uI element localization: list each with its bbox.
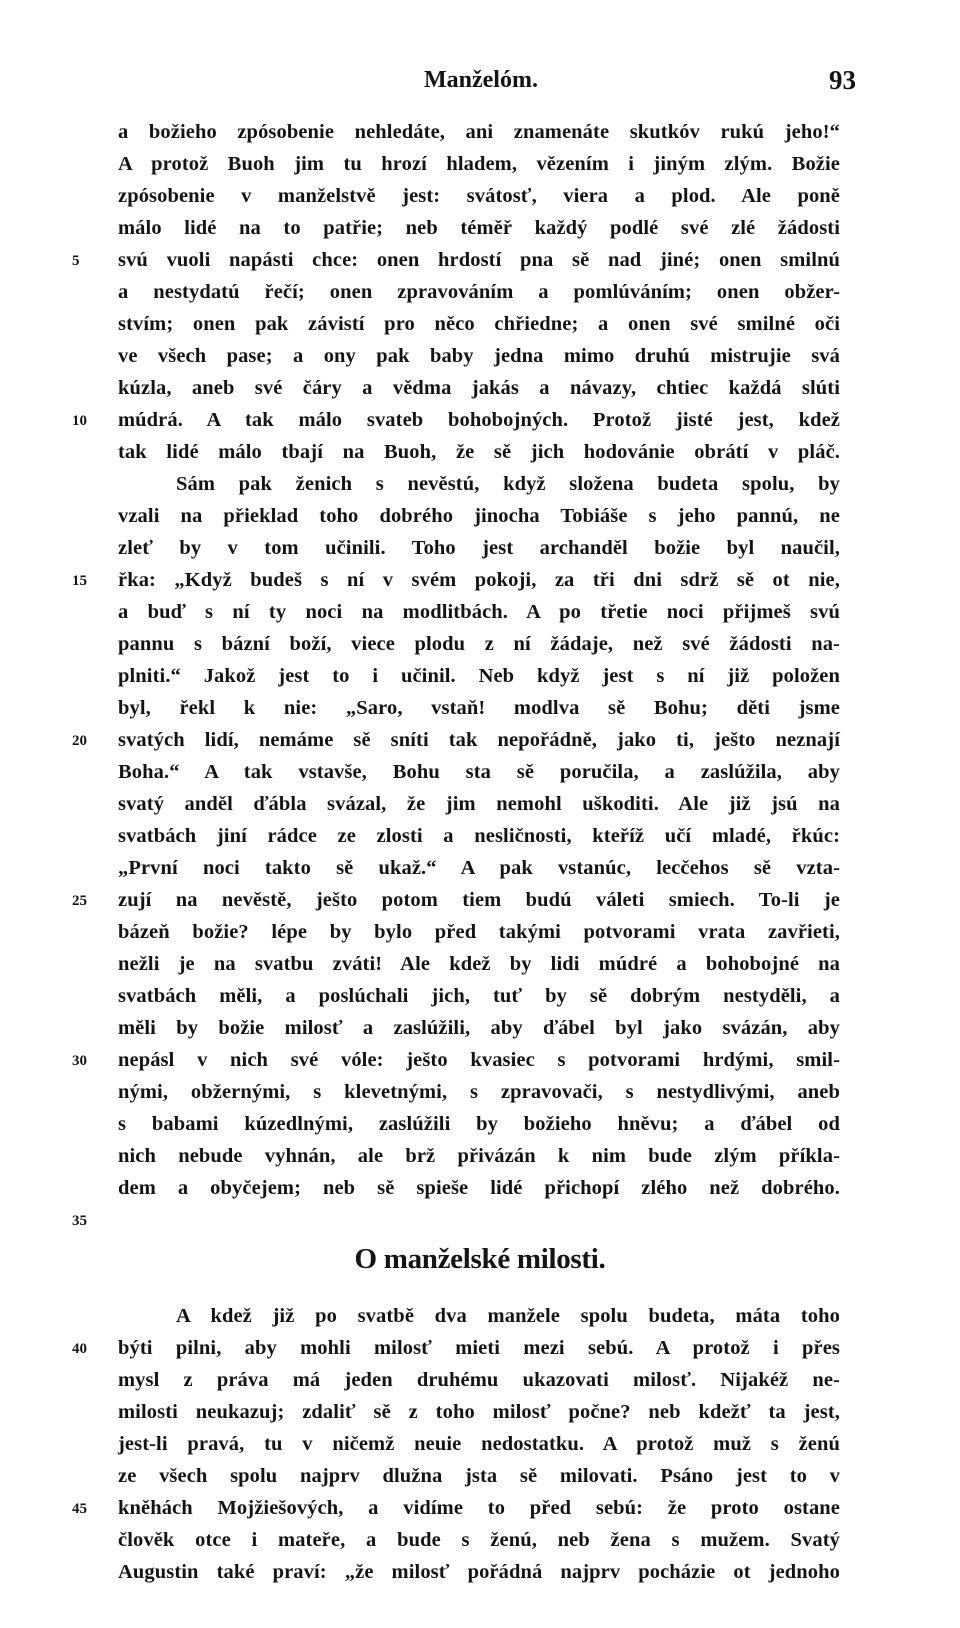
text-line: A protož Buoh jim tu hrozí hladem, vězením i jiným zlým. Božie (118, 153, 840, 175)
page-number: 93 (829, 65, 856, 95)
text-line: svatý anděl ďábla svázal, že jim nemohl uškoditi. Ale již jsú na (118, 793, 840, 815)
text-line: pannu s bázní boží, viece plodu z ní žádaje, než své žádosti na- (118, 633, 840, 655)
line-number: 40 (72, 1341, 87, 1357)
line-number: 35 (72, 1213, 87, 1229)
text-line: dem a obyčejem; neb sě spieše lidé přichopí zlého než dobrého. (118, 1177, 840, 1199)
text-line: člověk otce i mateře, a bude s ženú, neb žena s mužem. Svatý (118, 1529, 840, 1551)
text-line: jest-li pravá, tu v ničemž neuie nedostatku. A protož muž s ženú (118, 1433, 840, 1455)
text-line: zpósobenie v manželstvě jest: svátosť, viera a plod. Ale poně (118, 185, 840, 207)
text-line: zleť by v tom učinili. Toho jest archanděl božie byl naučil, (118, 537, 840, 559)
text-line: mysl z práva má jeden druhému ukazovati milosť. Nijakéž ne- (118, 1369, 840, 1391)
text-line: nežli je na svatbu zváti! Ale kdež by lidi múdré a bohobojné na (118, 953, 840, 975)
line-number: 10 (72, 413, 87, 429)
line-number: 5 (72, 253, 80, 269)
text-line: vzali na přieklad toho dobrého jinocha Tobiáše s jeho pannú, ne (118, 505, 840, 527)
text-line: „První noci takto sě ukaž.“ A pak vstanúc, lecčehos sě vzta- (118, 857, 840, 879)
text-line: svatbách jiní rádce ze zlosti a nesličnosti, kteříž učí mladé, řkúc: (118, 825, 840, 847)
text-line: svú vuoli napásti chce: onen hrdostí pna sě nad jiné; onen smilnú (118, 249, 840, 271)
text-line: málo lidé na to patřie; neb téměř každý podlé své zlé žádosti (118, 217, 840, 239)
text-line: Boha.“ A tak vstavše, Bohu sta sě poručila, a zaslúžila, aby (118, 761, 840, 783)
text-line: Augustin také praví: „že milosť pořádná najprv pocházie ot jednoho (118, 1561, 840, 1583)
running-head (0, 60, 960, 100)
text-line: nými, obžernými, s klevetnými, s zpravovači, s nestydlivými, aneb (118, 1081, 840, 1103)
line-number: 25 (72, 893, 87, 909)
text-line: ze všech spolu najprv dlužna jsta sě milovati. Psáno jest to v (118, 1465, 840, 1487)
running-title: Manželóm. (424, 67, 538, 93)
text-line: A kdež již po svatbě dva manžele spolu budeta, máta toho (176, 1305, 840, 1327)
text-line: plniti.“ Jakož jest to i učinil. Neb když jest s ní již položen (118, 665, 840, 687)
text-line: svatbách měli, a poslúchali jich, tuť by sě dobrým nestyděli, a (118, 985, 840, 1007)
text-line: kněhách Mojžiešových, a vidíme to před sebú: že proto ostane (118, 1497, 840, 1519)
text-line: byl, řekl k nie: „Saro, vstaň! modlva sě Bohu; děti jsme (118, 697, 840, 719)
text-line: řka: „Když budeš s ní v svém pokoji, za tři dni sdrž sě ot nie, (118, 569, 840, 591)
line-number: 20 (72, 733, 87, 749)
text-line: měli by božie milosť a zaslúžili, aby ďábel byl jako svázán, aby (118, 1017, 840, 1039)
text-line: nepásl v nich své vóle: ješto kvasiec s potvorami hrdými, smil- (118, 1049, 840, 1071)
line-number: 30 (72, 1053, 87, 1069)
section-heading: O manželské milosti. (354, 1243, 606, 1275)
line-number: 45 (72, 1501, 87, 1517)
text-line: zují na nevěstě, ješto potom tiem budú váleti smiech. To-li je (118, 889, 840, 911)
text-line: Sám pak ženich s nevěstú, když složena budeta spolu, by (176, 473, 840, 495)
text-line: nich nebude vyhnán, ale brž přivázán k nim bude zlým příkla- (118, 1145, 840, 1167)
text-line: a božieho zpósobenie nehledáte, ani znamenáte skutkóv rukú jeho!“ (118, 121, 840, 143)
text-line: s babami kúzedlnými, zaslúžili by božieho hněvu; a ďábel od (118, 1113, 840, 1135)
text-line: svatých lidí, nemáme sě sníti tak nepořádně, jako ti, ješto neznají (118, 729, 840, 751)
text-line: milosti neukazuj; zdaliť sě z toho milosť počne? neb kdežť ta jest, (118, 1401, 840, 1423)
text-line: býti pilni, aby mohli milosť mieti mezi sebú. A protož i přes (118, 1337, 840, 1359)
text-line: a nestydatú řečí; onen zpravováním a pomlúváním; onen obžer- (118, 281, 840, 303)
text-line: stvím; onen pak závistí pro něco chřiedne; a onen své smilné oči (118, 313, 840, 335)
text-line: ve všech pase; a ony pak baby jedna mimo druhú mistrujie svá (118, 345, 840, 367)
text-line: kúzla, aneb své čáry a vědma jakás a návazy, chtiec každá slúti (118, 377, 840, 399)
text-line: tak lidé málo tbají na Buoh, že sě jich hodovánie obrátí v pláč. (118, 441, 840, 463)
line-number: 15 (72, 573, 87, 589)
text-line: múdrá. A tak málo svateb bohobojných. Protož jisté jest, kdež (118, 409, 840, 431)
text-line: a buď s ní ty noci na modlitbách. A po třetie noci přijmeš svú (118, 601, 840, 623)
text-line: bázeň božie? lépe by bylo před takými potvorami vrata zavřieti, (118, 921, 840, 943)
